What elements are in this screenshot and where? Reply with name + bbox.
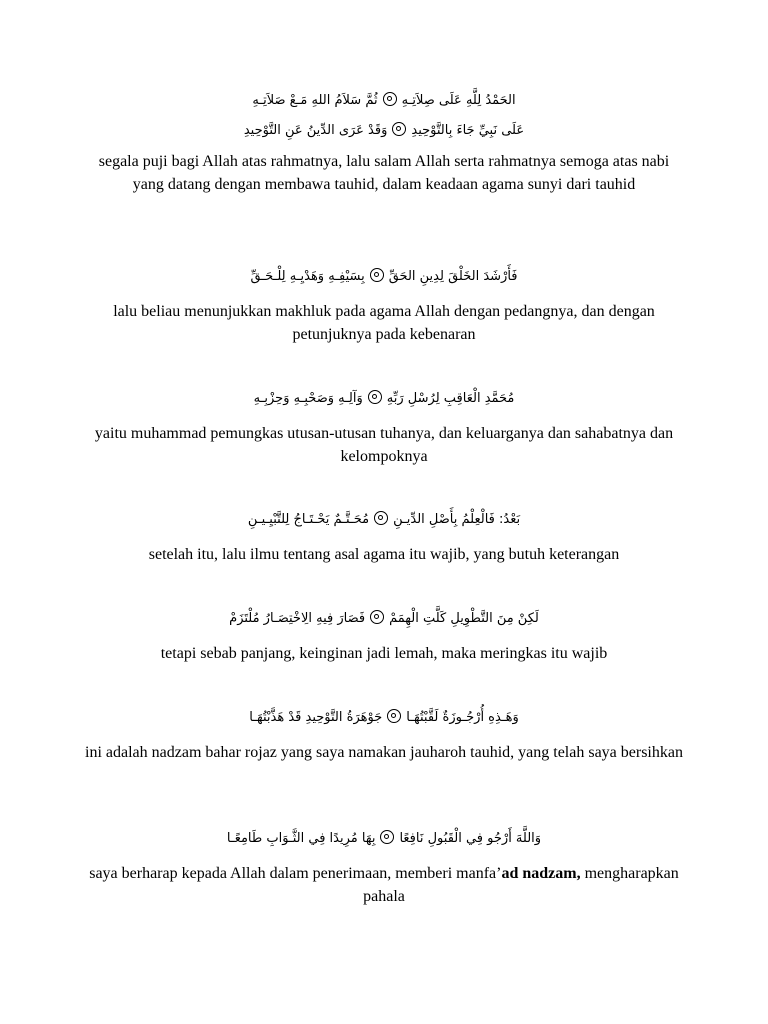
stanza-2 [0,262,768,346]
verse-second-half: وَآلِـهِ وَصَحْبِـهِ وَحِزْبِـهِ [253,391,363,406]
stanza-6 [0,703,768,764]
verse-separator-icon [387,709,401,723]
verse-first-half: عَلَى نَبِيِّ جَاءَ بِالتَّوْحِيدِ [411,123,525,138]
verse-separator-icon [370,610,384,624]
stanza-1 [0,86,768,196]
translation-text: ini adalah nadzam bahar rojaz yang saya namakan jauharoh tauhid, yang telah saya bersihkan [85,744,683,761]
arabic-verse-line [0,824,768,854]
verse-separator-icon [380,830,394,844]
verse-first-half: وَهَـذِهِ أُرْجُـوزَةٌ لَقَّبْتُهَـا [406,710,519,725]
verse-first-half: لَكِنْ مِنَ التَّطْوِيلِ كَلَّتِ الْهِمَمْ [389,611,539,626]
translation-text [84,862,684,908]
verse-first-half: بَعْدُ: فَالْعِلْمُ بِأَصْلِ الدِّيـنِ [393,512,521,527]
verse-first-half: الحَمْدُ لِلَّهِ عَلَى صِلاَتِـهِ [401,93,516,108]
arabic-verse-line [0,505,768,535]
verse-first-half: وَاللَّهَ أَرْجُو فِي الْقَبُولِ نَافِعًا [399,831,542,846]
arabic-verse-line [0,703,768,733]
stanza-3 [0,384,768,468]
verse-second-half: بِهَا مُرِيدًا فِي الثَّـوَابِ طَامِعًـا [226,831,376,846]
stanza-7 [0,824,768,908]
verse-separator-icon [383,92,397,106]
verse-separator-icon [392,122,406,136]
verse-first-half: مُحَمَّدِ الْعَاقِبِ لِرُسْلِ رَبِّهِ [386,391,515,406]
verse-second-half: بِسَيْفِـهِ وَهَدْيِـهِ لِلْـحَـقِّ [250,269,365,284]
verse-separator-icon [370,268,384,282]
arabic-verse-line [0,86,768,116]
verse-second-half: مُحَـتَّـمٌ يَحْـتَـاجُ لِلتَّبْيِـيـنِ [247,512,370,527]
verse-separator-icon [374,511,388,525]
arabic-verse-line [0,116,768,146]
translation-text: tetapi sebab panjang, keinginan jadi lemah, maka meringkas itu wajib [160,645,608,662]
translation-text: lalu beliau menunjukkan makhluk pada agama Allah dengan pedangnya, dan dengan petunjuknya pada kebenaran [113,303,655,343]
verse-second-half: ثُمَّ سَلاَمُ اللهِ مَـعْ صَلاَتِـهِ [252,93,378,108]
translation-part: saya berharap kepada Allah dalam penerimaan, memberi manfa’ [89,865,502,882]
verse-second-half: وَقَدْ عَرَى الدِّينُ عَنِ التَّوْحِيدِ [243,123,388,138]
arabic-verse-line [0,262,768,292]
translation-part-end: mengharapkan pahala [363,865,679,905]
verse-separator-icon [368,390,382,404]
translation-text: yaitu muhammad pemungkas utusan-utusan tuhanya, dan keluarganya dan sahabatnya dan kelompoknya [94,425,674,465]
translation-text: setelah itu, lalu ilmu tentang asal agama itu wajib, yang butuh keterangan [148,546,620,563]
translation-bold-part: ad nadzam, [501,865,581,882]
arabic-verse-line [0,384,768,414]
verse-second-half: جَوْهَرَةُ التَّوْحِيدِ قَدْ هَذَّبْتُهَـا [249,710,383,725]
arabic-verse-line [0,604,768,634]
verse-second-half: فَصَارَ فِيهِ الِاخْتِصَـارُ مُلْتَزَمْ [229,611,366,626]
translation-text: segala puji bagi Allah atas rahmatnya, lalu salam Allah serta rahmatnya semoga atas nabi yang datang dengan membawa tauhid, dalam keadaan agama sunyi dari tauhid [98,153,670,193]
verse-first-half: فَأَرْشَدَ الخَلْقَ لِدِينِ الحَقِّ [388,269,518,284]
stanza-5 [0,604,768,665]
stanza-4 [0,505,768,566]
